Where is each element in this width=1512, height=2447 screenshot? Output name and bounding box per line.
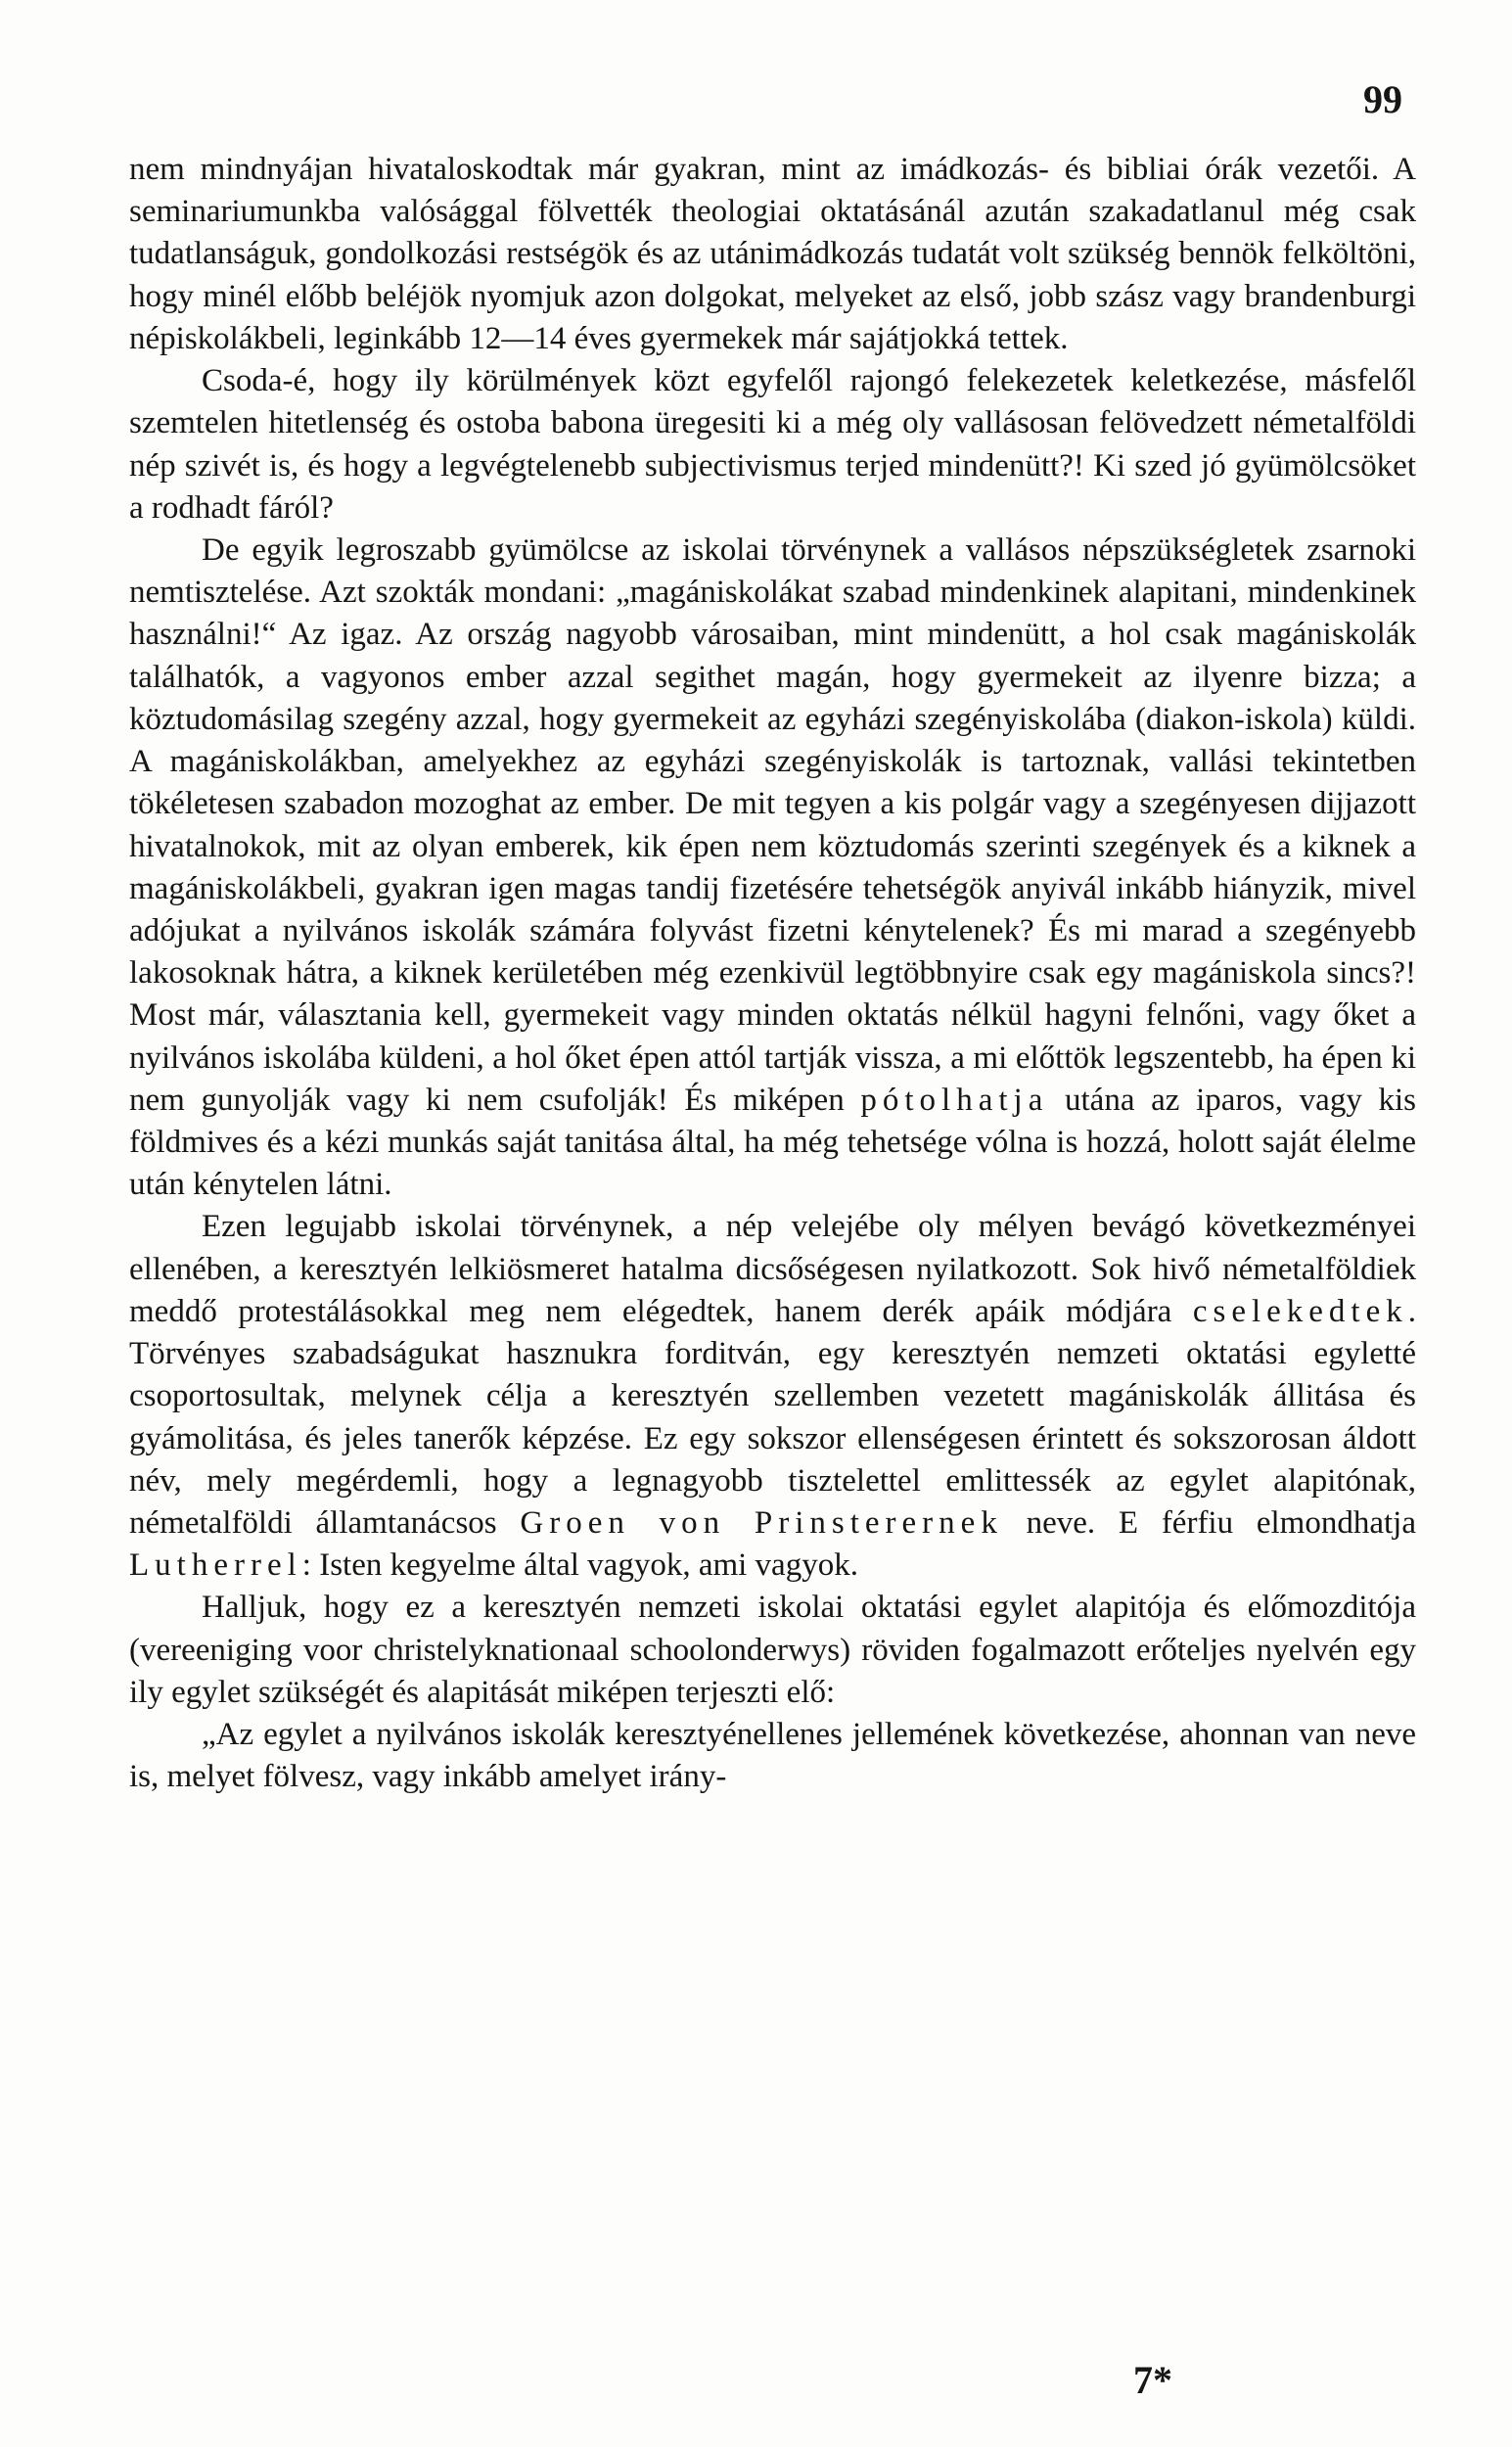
paragraph <box>129 1206 1416 1587</box>
text-run: utána az iparos, vagy kis földmives és a kézi munkás saját tanitása által, ha még tehetsége vólna is hozzá, holott saját élelme után kénytelen látni. <box>129 1082 1417 1203</box>
paragraph <box>129 149 1416 360</box>
spaced-emphasis: cselekedtek <box>1192 1293 1408 1329</box>
spaced-emphasis: pótolhatja <box>860 1082 1049 1118</box>
text-run: Halljuk, hogy ez a keresztyén nemzeti iskolai oktatási egylet alapitója és előmozditója (vereeniging voor christelyknationaal schoolonderwys) röviden fogalmazott erőteljes nyelvén egy ily egylet szükségét és alapitását miképen terjeszti elő: <box>129 1590 1416 1710</box>
text-run: „Az egylet a nyilvános iskolák keresztyénellenes jellemének következése, ahonnan van neve is, melyet fölvesz, vagy inkább amelyet irány- <box>129 1717 1416 1795</box>
text-run: Ezen legujabb iskolai törvénynek, a nép velejébe oly mélyen bevágó következményei ellenében, a keresztyén lelkiösmeret hatalma dicsőségesen nyilatkozott. Sok hivő németalföldiek meddő protestálásokkal meg nem elégedtek, hanem derék apáik módjára <box>129 1209 1416 1329</box>
paragraph <box>129 1714 1416 1798</box>
paragraph <box>129 1587 1416 1714</box>
paragraph <box>129 360 1416 530</box>
page-body <box>129 149 1416 1799</box>
text-run: nem mindnyájan hivataloskodtak már gyakran, mint az imádkozás- és bibliai órák vezetői. A seminariumunkba valósággal fölvették theologiai oktatásánál azután szakadatlanul még csak tudatlanságuk, gondolkozási restségök és az utánimádkozás tudatát volt szükség bennök felköltöni, hogy minél előbb beléjök nyomjuk azon dolgokat, melyeket az első, jobb szász vagy brandenburgi népiskolákbeli, leginkább 12—14 éves gyermekek már sajátjokká tettek. <box>129 152 1416 356</box>
page-number: 99 <box>1363 77 1402 121</box>
text-run: . Törvényes szabadságukat hasznukra forditván, egy keresztyén nemzeti oktatási egyletté csoportosultak, melynek célja a keresztyén szellemben vezetett magániskolák állitása és gyámolitása, és jeles tanerők képzése. Ez egy sokszor ellenségesen érintett és sokszorosan áldott név, mely megérdemli, hogy a legnagyobb tisztelettel emlittessék az egylet alapitónak, németalföldi államtanácsos <box>129 1293 1416 1541</box>
text-run: De egyik legroszabb gyümölcse az iskolai törvénynek a vallásos népszükségletek zsarnoki nemtisztelése. Azt szokták mondani: „magániskolákat szabad mindenkinek alapitani, mindenkinek használni!“ Az igaz. Az ország nagyobb városaiban, mint mindenütt, a hol csak magániskolák találhatók, a vagyonos ember azzal segithet magán, hogy gyermekeit az ilyenre bizza; a köztudomásilag szegény azzal, hogy gyermekeit az egyházi szegényiskolába (diakon-iskola) küldi. A magániskolákban, amelyekhez az egyházi szegényiskolák is tartoznak, vallási tekintetben tökéletesen szabadon mozoghat az ember. De mit tegyen a kis polgár vagy a szegényesen dijjazott hivatalnokok, mit az olyan emberek, kik épen nem köztudomás szerinti szegények és a kiknek a magániskolákbeli, gyakran igen magas tandij fizetésére tehetségök anyivál inkább hiányzik, mivel adójukat a nyilvános iskolák számára folyvást fizetni kénytelenek? És mi marad a szegényebb lakosoknak hátra, a kiknek kerületében még ezenkivül legtöbbnyire csak egy magániskola sincs?! Most már, választania kell, gyermekeit vagy minden oktatás nélkül hagyni felnőni, vagy őket a nyilvános iskolába küldeni, a hol őket épen attól tartják vissza, a mi előttök legszentebb, ha épen ki nem gunyolják vagy ki nem csufolják! És miképen <box>129 531 1416 1118</box>
spaced-emphasis: Lutherrel <box>129 1547 302 1584</box>
text-run: : Isten kegyelme által vagyok, ami vagyok. <box>301 1547 858 1584</box>
paragraph <box>129 530 1416 1207</box>
spaced-emphasis: Groen von Prinsterernek <box>520 1505 1003 1541</box>
text-run: neve. E férfiu elmondhatja <box>1002 1505 1416 1541</box>
text-run: Csoda-é, hogy ily körülmények közt egyfelől rajongó felekezetek keletkezése, másfelől szemtelen hitetlenség és ostoba babona üregesiti ki a még oly vallásosan felövedzett németalföldi nép szivét is, és hogy a legvégtelenebb subjectivismus terjed mindenütt?! Ki szed jó gyümölcsöket a rodhadt fáról? <box>129 363 1416 526</box>
signature-mark: 7* <box>1133 2358 1172 2402</box>
